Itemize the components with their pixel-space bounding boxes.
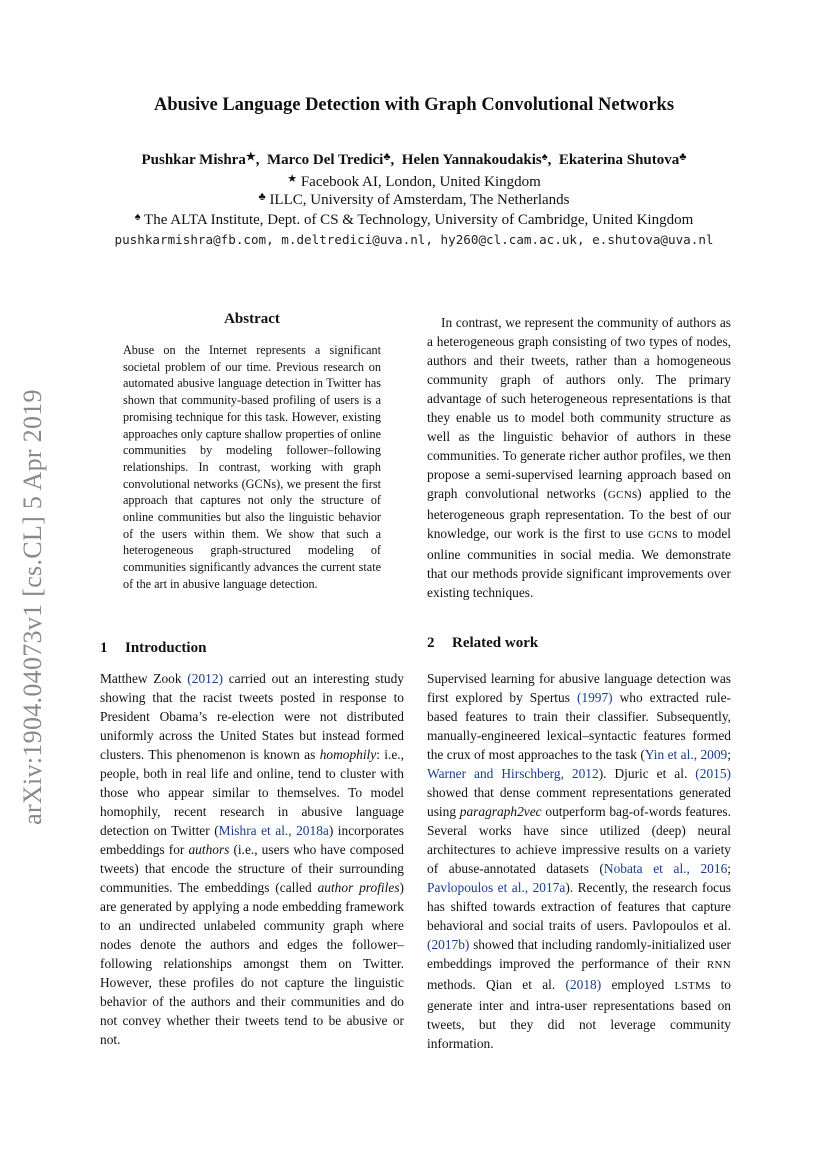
acronym-text: RNN [706, 959, 731, 971]
section-heading-introduction [100, 640, 206, 657]
section-number: 1 [100, 640, 108, 656]
citation-link[interactable]: Nobata et al., 2016 [603, 861, 728, 876]
citation-link[interactable]: (2018) [565, 977, 602, 992]
author-name: Ekaterina Shutova [558, 152, 680, 168]
author-name: Helen Yannakoudakis [401, 152, 542, 168]
abstract-heading: Abstract [224, 311, 280, 327]
affiliation-mark: ♣ [679, 151, 687, 163]
affiliation-line [0, 172, 828, 191]
affiliation-line [0, 191, 828, 209]
affiliation-mark: ♣ [383, 151, 391, 163]
affiliation-text: ILLC, University of Amsterdam, The Netherlands [269, 192, 570, 208]
section-title: Introduction [125, 640, 207, 656]
citation-link[interactable]: (2012) [187, 671, 223, 686]
right-column-top [427, 313, 731, 602]
affiliation-mark: ★ [245, 151, 256, 163]
emphasis-text: authors [188, 842, 230, 857]
arxiv-stamp [8, 372, 58, 842]
paper-title: Abusive Language Detection with Graph Convolutional Networks [153, 95, 675, 115]
abstract-body: Abuse on the Internet represents a significant societal problem of our time. Previous research on automated abusive language detection in Twitter has shown that community-based profiling of users is a promising technique for this task. However, existing approaches only capture shallow properties of online communities by modeling follower–following relationships. In contrast, working with graph convolutional networks (GCNs), we present the first approach that captures not only the structure of online communities but also the linguistic behavior of the users within them. We show that such a heterogeneous graph-structured modeling of communities significantly advances the current state of the art in abusive language detection. [123, 343, 381, 591]
affiliation-mark: ★ [287, 173, 298, 185]
author-list: Pushkar Mishra★, Marco Del Tredici♣, Helen Yannakoudakis♠, Ekaterina Shutova♣ [141, 151, 687, 168]
paragraph: Supervised learning for abusive language detection was first explored by Spertus (1997) who extracted rule-based features to train their classifier. Subsequently, manually-engineered lexical–syntactic features formed the crux of most approaches to the task (Yin et al., 2009; Warner and Hirschberg, 2012). Djuric et al. (2015) showed that dense comment representations generated using paragraph2vec outperform bag-of-words features. Several works have since utilized (deep) neural architectures to achieve impressive results on a variety of abuse-annotated datasets (Nobata et al., 2016; Pavlopoulos et al., 2017a). Recently, the research focus has shifted towards extraction of features that capture behavioral and social traits of users. Pavlopoulos et al. (2017b) showed that including randomly-initialized user embeddings improved the performance of their RNN methods. Qian et al. (2018) employed LSTMs to generate inter and intra-user representations based on tweets, but they did not leverage community information. [427, 671, 732, 1051]
section-heading-related-work [427, 635, 538, 652]
citation-link[interactable]: (2017b) [427, 937, 470, 952]
acronym-text: GCN [607, 489, 632, 501]
emphasis-text: homophily [319, 747, 377, 762]
citation-link[interactable]: (1997) [576, 690, 613, 705]
affiliation-mark: ♠ [541, 151, 548, 163]
section-number: 2 [427, 635, 435, 651]
left-column [100, 669, 404, 1049]
arxiv-stamp-text: arXiv:1904.04073v1 [cs.CL] 5 Apr 2019 [18, 389, 47, 825]
right-column-bottom [427, 669, 731, 1053]
section-title: Related work [452, 635, 539, 651]
author-name: Pushkar Mishra [141, 152, 246, 168]
citation-link[interactable]: Mishra et al., 2018a [218, 823, 329, 838]
acronym-text: GCN [648, 529, 673, 541]
acronym-text: LSTM [674, 980, 706, 992]
author-name: Marco Del Tredici [266, 152, 384, 168]
author-emails: pushkarmishra@fb.com, m.deltredici@uva.nl, hy260@cl.cam.ac.uk, e.shutova@uva.nl [114, 232, 714, 247]
affiliation-mark: ♠ [134, 211, 141, 223]
citation-link[interactable]: Yin et al., 2009 [644, 747, 728, 762]
citation-link[interactable]: Pavlopoulos et al., 2017a [427, 880, 566, 895]
affiliation-mark: ♣ [258, 191, 266, 203]
affiliation-text: Facebook AI, London, United Kingdom [300, 174, 541, 190]
emphasis-text: author profiles [317, 880, 400, 895]
paragraph: Matthew Zook (2012) carried out an interesting study showing that the racist tweets posted in response to President Obama’s re-election were not distributed uniformly across the United States but instead formed clusters. This phenomenon is known as homophily: i.e., people, both in real life and online, tend to cluster with those who appear similar to themselves. To model homophily, recent research in abusive language detection on Twitter (Mishra et al., 2018a) incorporates embeddings for authors (i.e., users who have composed tweets) that encode the structure of their surrounding communities. The embeddings (called author profiles) are generated by applying a node embedding framework to an undirected unlabeled community graph where nodes denote the authors and edges the follower–following relationships amongst them on Twitter. However, these profiles do not capture the linguistic behavior of the authors and their communities and do not convey whether their tweets tend to be abusive or not. [100, 671, 405, 1047]
citation-link[interactable]: Warner and Hirschberg, 2012 [427, 766, 599, 781]
emphasis-text: paragraph2vec [459, 804, 542, 819]
paragraph: In contrast, we represent the community of authors as a heterogeneous graph consisting of two types of nodes, authors and their tweets, rather than a homogeneous community graph of authors only. The primary advantage of such heterogeneous representations is that they enable us to model both community structure as well as the linguistic behavior of authors in these communities. To generate richer author profiles, we then propose a semi-supervised learning approach based on graph convolutional networks (GCNs) applied to the heterogeneous graph representation. To the best of our knowledge, our work is the first to use GCNs to model online communities in social media. We demonstrate that our methods provide significant improvements over existing techniques. [427, 315, 731, 600]
affiliation-line [0, 211, 828, 229]
affiliation-text: The ALTA Institute, Dept. of CS & Technology, University of Cambridge, United Kingdom [144, 212, 694, 228]
citation-link[interactable]: (2015) [695, 766, 731, 781]
